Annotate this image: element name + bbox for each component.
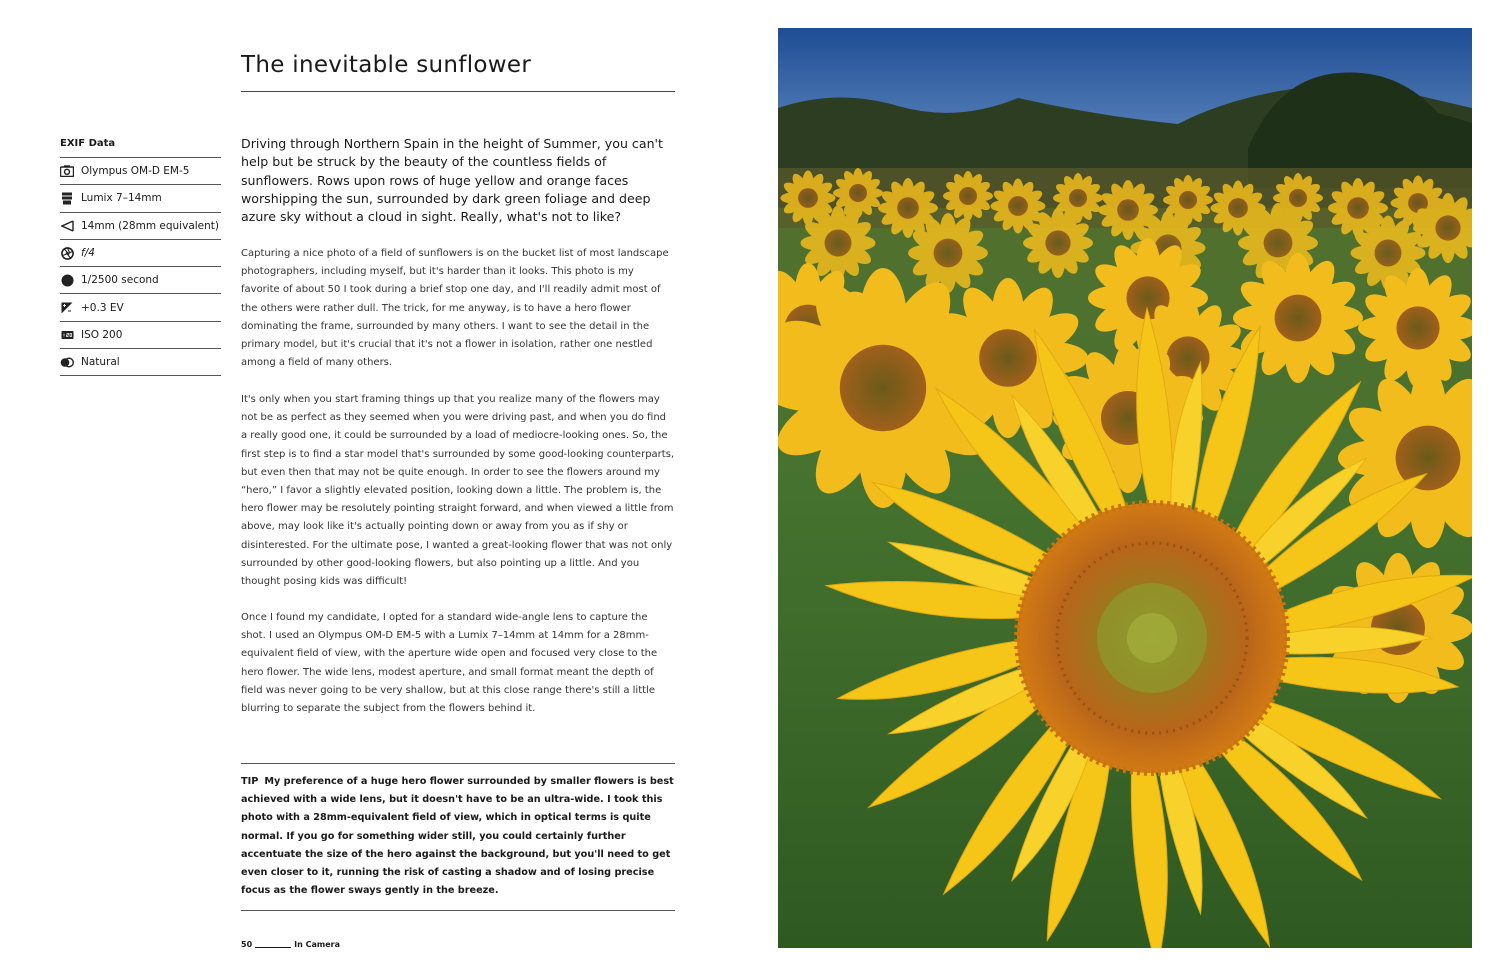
iso-icon bbox=[60, 328, 74, 342]
tip-divider-top bbox=[241, 763, 675, 764]
aperture-icon bbox=[60, 246, 74, 260]
footer-dash bbox=[255, 947, 291, 948]
sunflower-photo bbox=[778, 28, 1472, 948]
page-footer bbox=[241, 940, 340, 949]
exif-row-exposure bbox=[60, 294, 221, 321]
page-number: 50 bbox=[241, 940, 253, 949]
exif-row-lens bbox=[60, 185, 221, 212]
page-title: The inevitable sunflower bbox=[241, 52, 532, 78]
exif-row-picture-style bbox=[60, 349, 221, 376]
body-paragraph: Capturing a nice photo of a field of sunflowers is on the bucket list of most landscape photographers, including myself, but it's harder than it looks. This photo is my favorite of about 50 I took during a brief stop one day, and I'll readily admit most of the others were rather dull. The trick, for me anyway, is to have a hero flower dominating the frame, surrounded by many others. I want to see the detail in the primary model, but it's crucial that it's not a flower in isolation, rather one nestled among a field of many others. bbox=[241, 248, 669, 369]
exif-shutter-value: 1/2500 second bbox=[81, 274, 159, 287]
exif-row-focal-length bbox=[60, 213, 221, 240]
exif-iso-value: ISO 200 bbox=[81, 328, 123, 341]
tip-label: TIP bbox=[241, 776, 259, 787]
section-name: In Camera bbox=[294, 940, 340, 949]
exif-lens-value: Lumix 7–14mm bbox=[81, 192, 162, 205]
body-paragraph: It's only when you start framing things up that you realize many of the flowers may not be as perfect as they seemed when you were driving past, and when you do find a really good one, it could be surrounded by a load of mediocre-looking ones. So, the first step is to find a star model that's surrounded by some good-looking counterparts, but even then that may not be quite enough. In order to see the flowers around my “hero,” I favor a slightly elevated position, looking down a little. The problem is, the hero flower may be resolutely pointing straight forward, and when viewed a little from above, may look like it's actually pointing down or away from you as if shy or disinterested. For the ultimate pose, I wanted a great-looking flower that was not only surrounded by other good-looking flowers, but also pointing up a little. And you thought posing kids was difficult! bbox=[241, 394, 675, 588]
picture-style-icon bbox=[60, 355, 74, 369]
tip-text: My preference of a huge hero flower surrounded by smaller flowers is best achieved with a wide lens, but it doesn't have to be an ultra-wide. I took this photo with a 28mm-equivalent field of view, which in optical terms is quite normal. If you go for something wider still, you could certainly further accentuate the size of the hero against the background, but you'll need to get even closer to it, running the risk of casting a shadow and of losing precise focus as the flower sways gently in the breeze. bbox=[241, 776, 674, 897]
focal-length-icon bbox=[60, 219, 74, 233]
exif-focal-length-value: 14mm (28mm equivalent) bbox=[81, 219, 219, 232]
exif-row-iso bbox=[60, 322, 221, 349]
exif-picture-style-value: Natural bbox=[81, 356, 120, 369]
body-paragraph: Once I found my candidate, I opted for a standard wide-angle lens to capture the shot. I used an Olympus OM-D EM-5 with a Lumix 7–14mm at 14mm for a 28mm-equivalent field of view, with the aperture wide open and focused very close to the hero flower. The wide lens, modest aperture, and small format meant the depth of field was never going to be very shallow, but at this close range there's still a little blurring to separate the subject from the flowers behind it. bbox=[241, 612, 658, 715]
exif-camera-value: Olympus OM-D EM-5 bbox=[81, 165, 190, 178]
camera-icon bbox=[60, 164, 74, 178]
intro-paragraph: Driving through Northern Spain in the height of Summer, you can't help but be struck by the beauty of the countless fields of sunflowers. Rows upon rows of huge yellow and orange faces worshipping the sun, surrounded by dark green foliage and deep azure sky without a cloud in sight. Really, what's not to like? bbox=[241, 136, 663, 225]
tip-box bbox=[241, 773, 675, 900]
exif-exposure-value: +0.3 EV bbox=[81, 301, 124, 314]
exif-heading: EXIF Data bbox=[60, 136, 221, 158]
shutter-icon bbox=[60, 273, 74, 287]
title-divider bbox=[241, 91, 675, 92]
exposure-compensation-icon bbox=[60, 301, 74, 315]
exif-row-shutter bbox=[60, 267, 221, 294]
tip-divider-bottom bbox=[241, 910, 675, 911]
exif-row-camera bbox=[60, 158, 221, 185]
lens-icon bbox=[60, 191, 74, 205]
exif-panel bbox=[60, 136, 221, 376]
exif-row-aperture bbox=[60, 240, 221, 267]
exif-aperture-value: f/4 bbox=[81, 247, 95, 260]
sunflower-illustration bbox=[778, 28, 1472, 948]
